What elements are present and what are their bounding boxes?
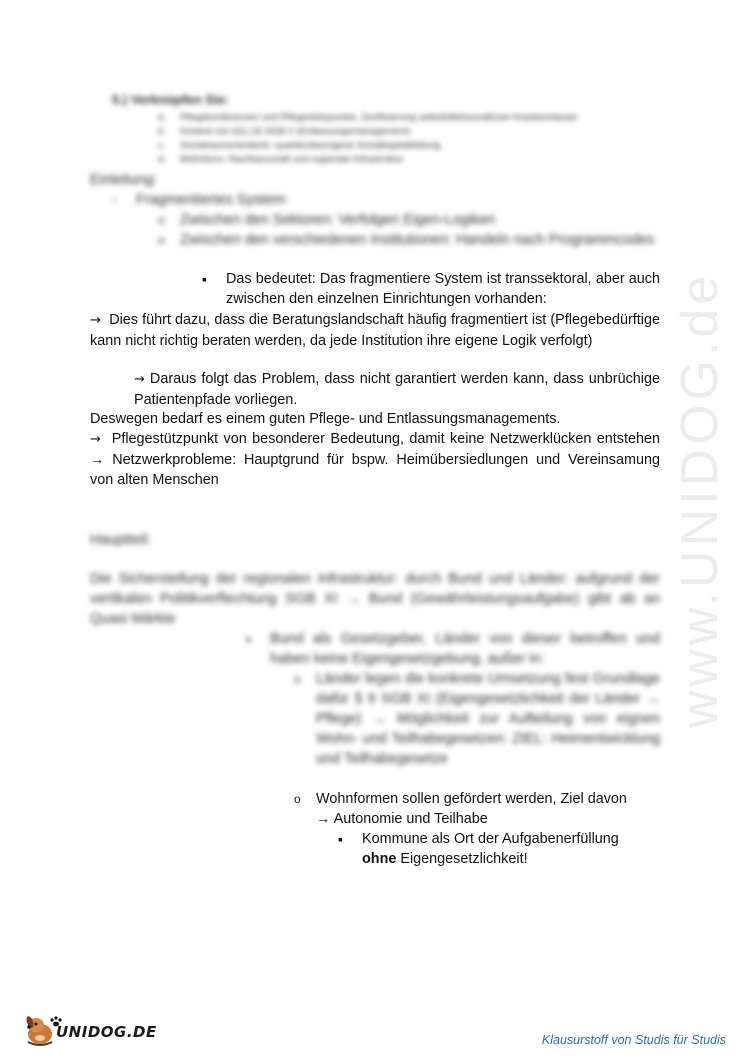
task-item [158,153,660,167]
watermark-text: www.UNIDOG.de [671,271,729,729]
logo-text: UNIDOG.DE [56,1023,157,1041]
section-heading-einleitung: Einleitung: [90,172,158,188]
paragraph-text: Dies führt dazu, dass die Beratungslandschaft häufig fragmentiert ist (Pflegebedürftige kann nicht richtig beraten werden, da jede Institution ihre eigene Logik verfolgt) [90,312,660,349]
task-heading: 5.) Verknüpfen Sie: [112,92,230,107]
task-item [158,111,660,125]
paragraph-indented [134,369,660,410]
bullet-text: Eigengesetzlichkeit! [396,851,528,867]
paragraph-text: Pflegestützpunkt von besonderer Bedeutung, damit keine Netzwerklücken entstehen → Netzwerkprobleme: Hauptgrund für bspw. Heimübersiedlungen und Vereinsamung von alten Menschen [90,431,660,488]
paragraph: Die Sicherstellung der regionalen Infrastruktur: durch Bund und Länder: aufgrund der vertikalen Politikverflechtung SGB XI → Bund (Gewährleistungsaufgabe) gibt ab an Quasi Märkte [90,571,660,627]
section-heading-hauptteil: Hauptteil: [90,532,151,548]
task-item-text: Wohnform, Nachbarschaft und regionale Infrastruktur [180,154,404,165]
bullet-text: Kommune als Ort der Aufgabenerfüllung [362,831,619,847]
task-item-letter: d. [158,154,166,165]
sub-item: o Länder legen die konkrete Umsetzung fest Grundlage dafür § 9 SGB XI (Eigengesetzlichkeit der Länder → Pflege) → Möglichkeit zur Aufteilung von eignen Wohn- und Teilhabegesetzen: ZIEL: Heimentwicklung und Teilhabegesetze [316,669,660,769]
bullet-bold-text: ohne [362,851,397,867]
sub-item: o Zwischen den Sektoren: Verfolgen Eigen-Logiken [180,210,660,230]
task-item [158,139,660,153]
bullet-item: ▪ Bund als Gesetzgeber, Länder von dieser betroffen und haben keine Eigengesetzgebung, außer in: [270,629,660,669]
sub-item: o Zwischen den verschiedenen Institutionen: Handeln nach Programmcodes [180,230,660,250]
arrow-icon: → [90,432,101,447]
task-item-text: Kontext von §11 (4) SGB V (Entlassungsmanagement) [180,126,411,137]
task-item-text: Sozialraumorientierte, quartiersbezogene Sozialkapitalbildung [180,140,441,151]
arrow-line: → Autonomie und Teilhabe [316,811,488,827]
task-item-text: Pflegekonferenzen und Pflegestützpunkte, Zertifizierung selbsthilfefreundlicher Krankenhäuser [180,112,578,123]
bullet-item [362,829,660,869]
sub-item: o Wohnformen sollen gefördert werden, Ziel davon [316,789,660,809]
dash-item: - Fragmentiertes System: [136,190,289,210]
paragraph-arrow [90,429,660,490]
arrow-icon: → [134,372,145,387]
task-item-letter: a. [158,112,166,123]
paragraph: Deswegen bedarf es einem guten Pflege- und Entlassungsmanagements. [90,411,561,427]
dog-icon [25,1015,52,1045]
arrow-icon: → [90,313,101,328]
task-item-letter: b. [158,126,166,137]
paragraph-arrow [90,310,660,351]
paragraph-text: Daraus folgt das Problem, dass nicht garantiert werden kann, dass unbrüchige Patientenpfade vorliegen. [134,371,660,408]
bullet-item: ▪ Das bedeutet: Das fragmentiere System ist transsektoral, aber auch zwischen den einzelnen Einrichtungen vorhanden: [226,269,660,309]
task-item-letter: c. [158,140,166,151]
footer-tagline: Klausurstoff von Studis für Studis [541,1033,726,1047]
task-item [158,125,660,139]
